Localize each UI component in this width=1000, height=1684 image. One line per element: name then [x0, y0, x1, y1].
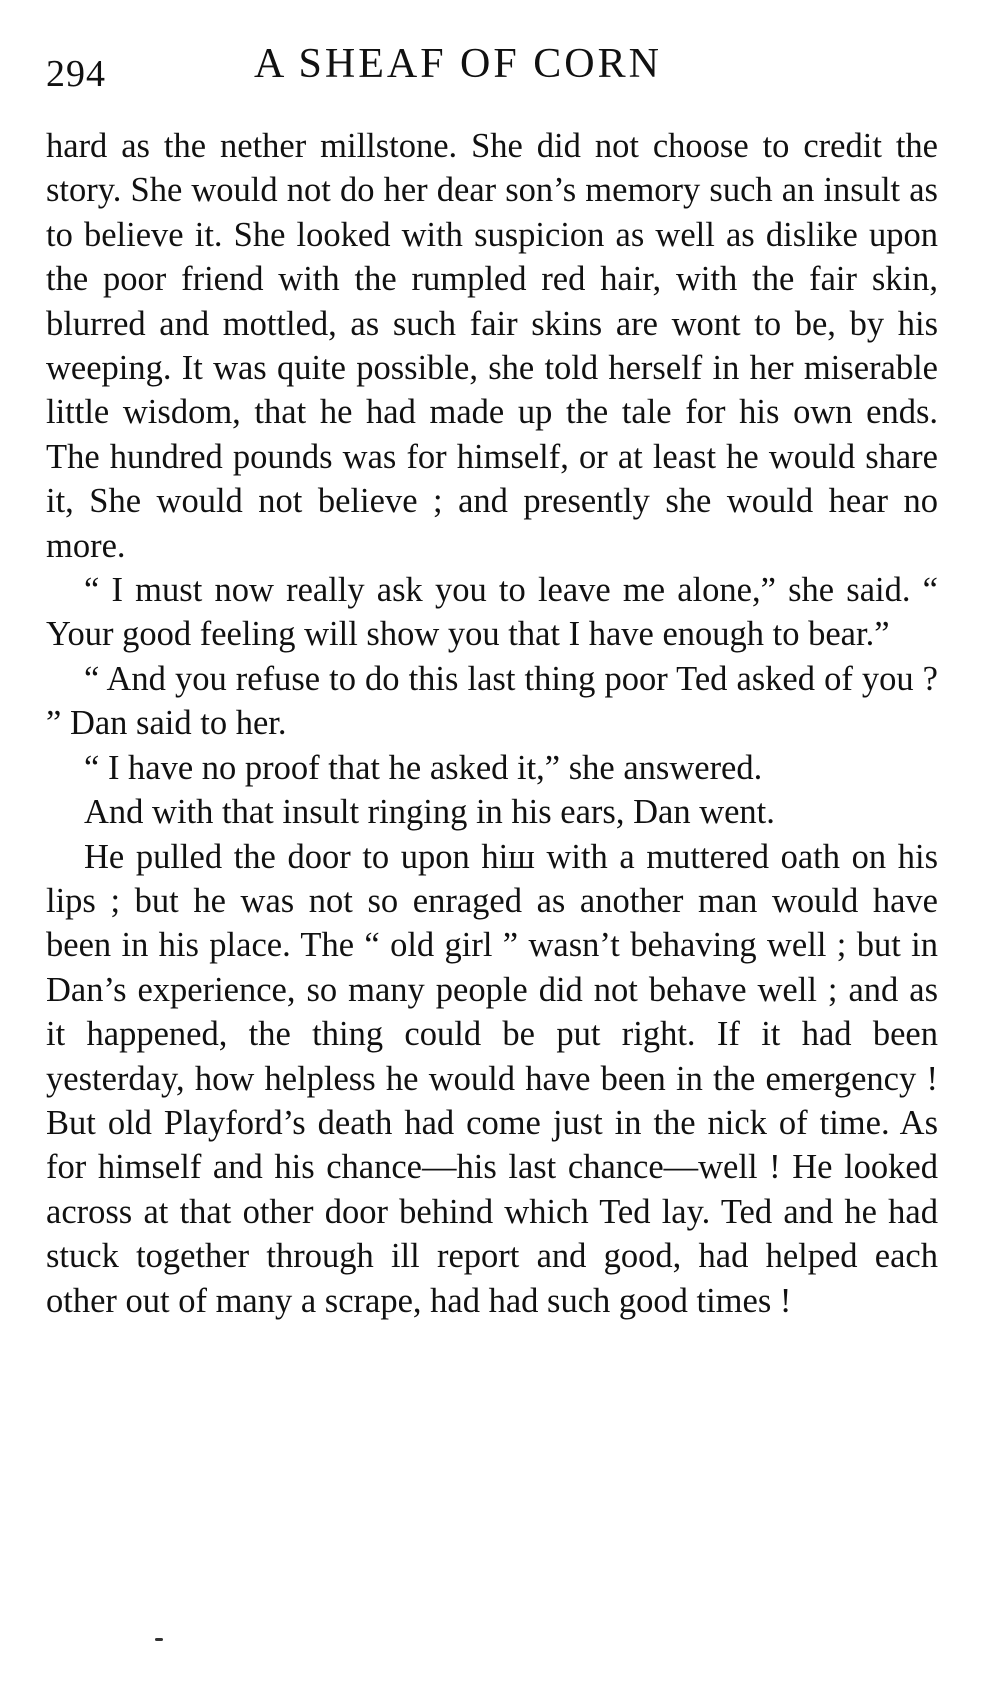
page-number: 294 — [46, 53, 106, 95]
paragraph-1: hard as the nether millstone. She did not choose to credit the story. She would not do her dear son’s memory such an insult as to believe it. She looked with suspicion as well as dislike upon the poor friend with the rumpled red hair, with the fair skin, blurred and mottled, as such fair skins are wont to be, by his weeping. It was quite possible, she told herself in her miserable little wisdom, that he had made up the tale for his own ends. The hundred pounds was for himself, or at least he would share it, She would not believe ; and presently she would hear no more. — [46, 127, 938, 565]
running-title: A SHEAF OF CORN — [254, 41, 662, 87]
paragraph-4: “ I have no proof that he asked it,” she answered. — [84, 748, 763, 787]
paragraph-3: “ And you refuse to do this last thing poor Ted asked of you ? ” Dan said to her. — [46, 659, 938, 743]
page-header — [46, 40, 946, 100]
paragraph-5: And with that insult ringing in his ears, Dan went. — [84, 793, 775, 832]
body-text — [46, 124, 938, 1323]
paragraph-2: “ I must now really ask you to leave me alone,” she said. “ Your good feeling will show you that I have enough to bear.” — [46, 571, 938, 654]
paragraph-6: He pulled the door to upon hiш with a muttered oath on his lips ; but he was not so enraged as another man would have been in his place. The “ old girl ” wasn’t behaving well ; but in Dan’s experience, so many people did not behave well ; and as it happened, the thing could be put right. If it had been yesterday, how helpless he would have been in the emergency ! But old Playford’s death had come just in the nick of time. As for himself and his chance—his last chance—well ! He looked across at that other door behind which Ted lay. Ted and he had stuck together through ill report and good, had helped each other out of many a scrape, had had such good times ! — [46, 837, 938, 1320]
print-speck — [155, 1638, 163, 1641]
